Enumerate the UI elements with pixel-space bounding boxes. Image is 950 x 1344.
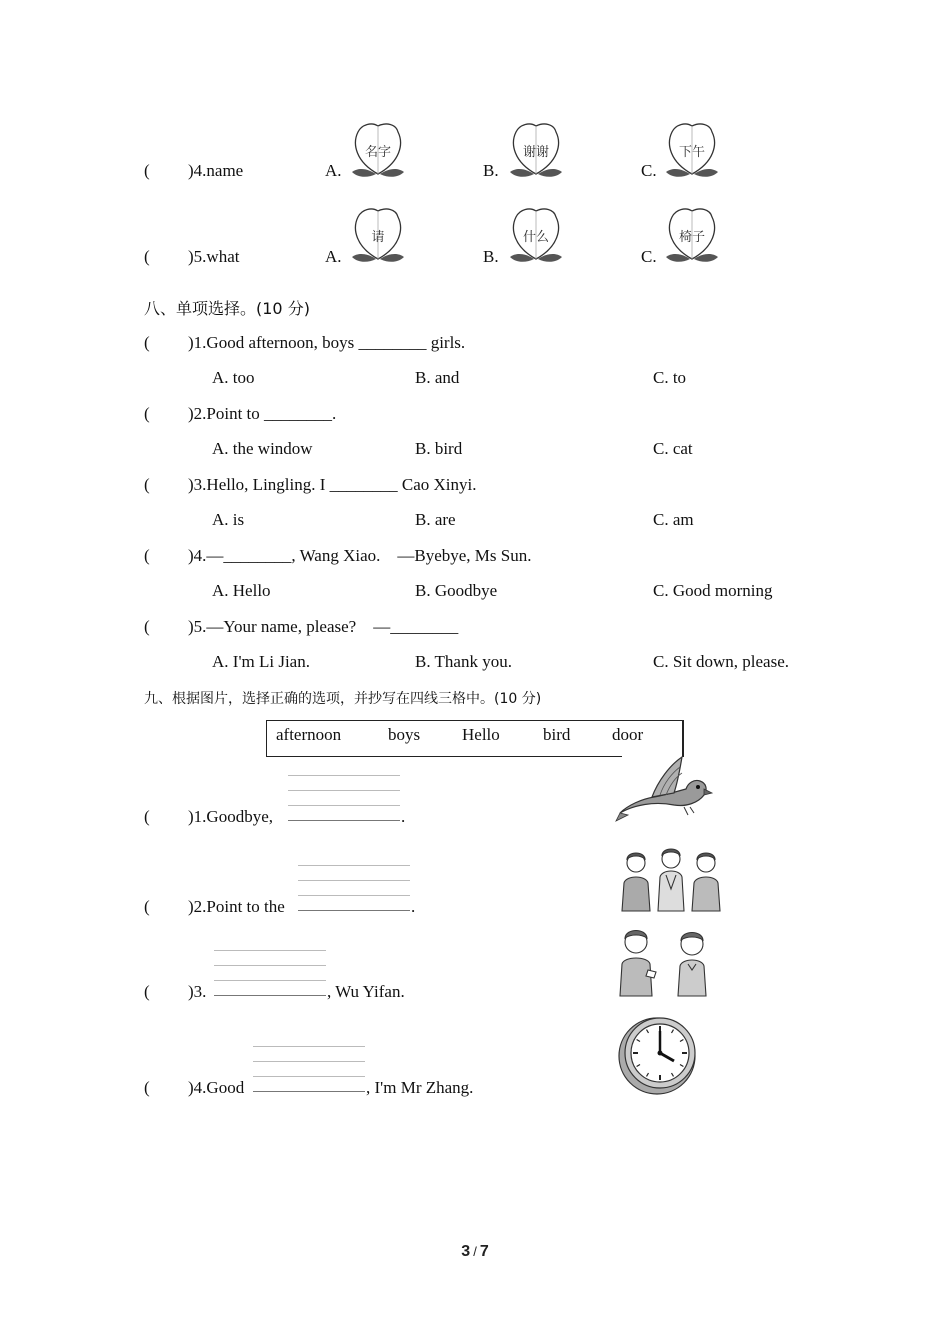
page-separator: /	[473, 1244, 477, 1259]
word-bank-border	[682, 720, 683, 757]
peach-icon	[662, 207, 740, 267]
page-number	[0, 1243, 950, 1261]
word-bank-item: boys	[388, 725, 421, 744]
peach-text: 下午	[678, 145, 705, 160]
option-c: C. to	[653, 368, 687, 387]
peach-text: 椅子	[678, 230, 705, 245]
peach-text: 什么	[522, 230, 549, 245]
option-label: A.	[325, 161, 342, 180]
option-b: B. bird	[415, 439, 463, 458]
answer-paren: (	[144, 617, 150, 636]
answer-paren: (	[144, 546, 150, 565]
answer-paren: (	[144, 247, 150, 266]
option-a: A. I'm Li Jian.	[212, 652, 310, 671]
option-b: B. Thank you.	[415, 652, 512, 671]
option-a: A. Hello	[212, 581, 271, 600]
answer-paren: (	[144, 161, 150, 180]
option-label: B.	[483, 247, 499, 266]
option-b: B. are	[415, 510, 456, 529]
sentence-before: )3.	[188, 982, 207, 1001]
peach-icon	[662, 122, 740, 182]
option-a: A. the window	[212, 439, 313, 458]
option-label: C.	[641, 247, 657, 266]
option-label: C.	[641, 161, 657, 180]
word-bank-item: bird	[543, 725, 571, 744]
option-c: C. Sit down, please.	[653, 652, 789, 671]
sentence-before: )2.Point to the	[188, 897, 285, 916]
sentence-before: )1.Goodbye,	[188, 807, 273, 826]
peach-text: 谢谢	[522, 145, 549, 160]
option-a: A. is	[212, 510, 245, 529]
sentence-after: , Wu Yifan.	[327, 982, 405, 1001]
page-current: 3	[461, 1243, 471, 1260]
sentence-after: , I'm Mr Zhang.	[366, 1078, 474, 1097]
answer-paren: (	[144, 333, 150, 352]
question-stem: )4.—________, Wang Xiao. —Byebye, Ms Sun.	[188, 546, 532, 565]
peach-text: 请	[371, 230, 385, 245]
question-stem: )2.Point to ________.	[188, 404, 337, 423]
peach-icon	[506, 122, 584, 182]
option-a: A. too	[212, 368, 255, 387]
boys-picture	[616, 845, 728, 918]
answer-paren: (	[144, 807, 150, 826]
peach-text: 名字	[364, 145, 391, 160]
section8-title: 八、单项选择。(10 分)	[144, 299, 310, 318]
answer-paren: (	[144, 1078, 150, 1097]
question-stem: )5.—Your name, please? —________	[188, 617, 459, 636]
peach-icon	[506, 207, 584, 267]
sentence-after: .	[401, 807, 406, 826]
clock-picture	[616, 1013, 702, 1100]
word-bank-border	[266, 756, 622, 757]
option-c: C. cat	[653, 439, 693, 458]
sentence-before: )4.Good	[188, 1078, 245, 1097]
option-label: A.	[325, 247, 342, 266]
option-b: B. and	[415, 368, 460, 387]
page-total: 7	[479, 1243, 489, 1260]
word-bank-item: Hello	[462, 725, 500, 744]
option-c: C. Good morning	[653, 581, 773, 600]
question-stem: )1.Good afternoon, boys ________ girls.	[188, 333, 466, 352]
word-bank-item: door	[612, 725, 644, 744]
peach-icon	[348, 122, 426, 182]
bird-picture	[614, 755, 714, 832]
answer-paren: (	[144, 404, 150, 423]
item-word: )5.what	[188, 247, 240, 266]
answer-paren: (	[144, 475, 150, 494]
word-bank-item: afternoon	[276, 725, 342, 744]
option-b: B. Goodbye	[415, 581, 498, 600]
item-word: )4.name	[188, 161, 244, 180]
sentence-after: .	[411, 897, 416, 916]
answer-paren: (	[144, 982, 150, 1001]
option-label: B.	[483, 161, 499, 180]
word-bank-box	[266, 720, 684, 757]
greeting-boys-picture	[612, 926, 712, 1003]
section9-title: 九、根据图片，选择正确的选项，并抄写在四线三格中。(10 分)	[144, 691, 542, 707]
option-c: C. am	[653, 510, 694, 529]
answer-paren: (	[144, 897, 150, 916]
peach-icon	[348, 207, 426, 267]
question-stem: )3.Hello, Lingling. I ________ Cao Xinyi.	[188, 475, 477, 494]
